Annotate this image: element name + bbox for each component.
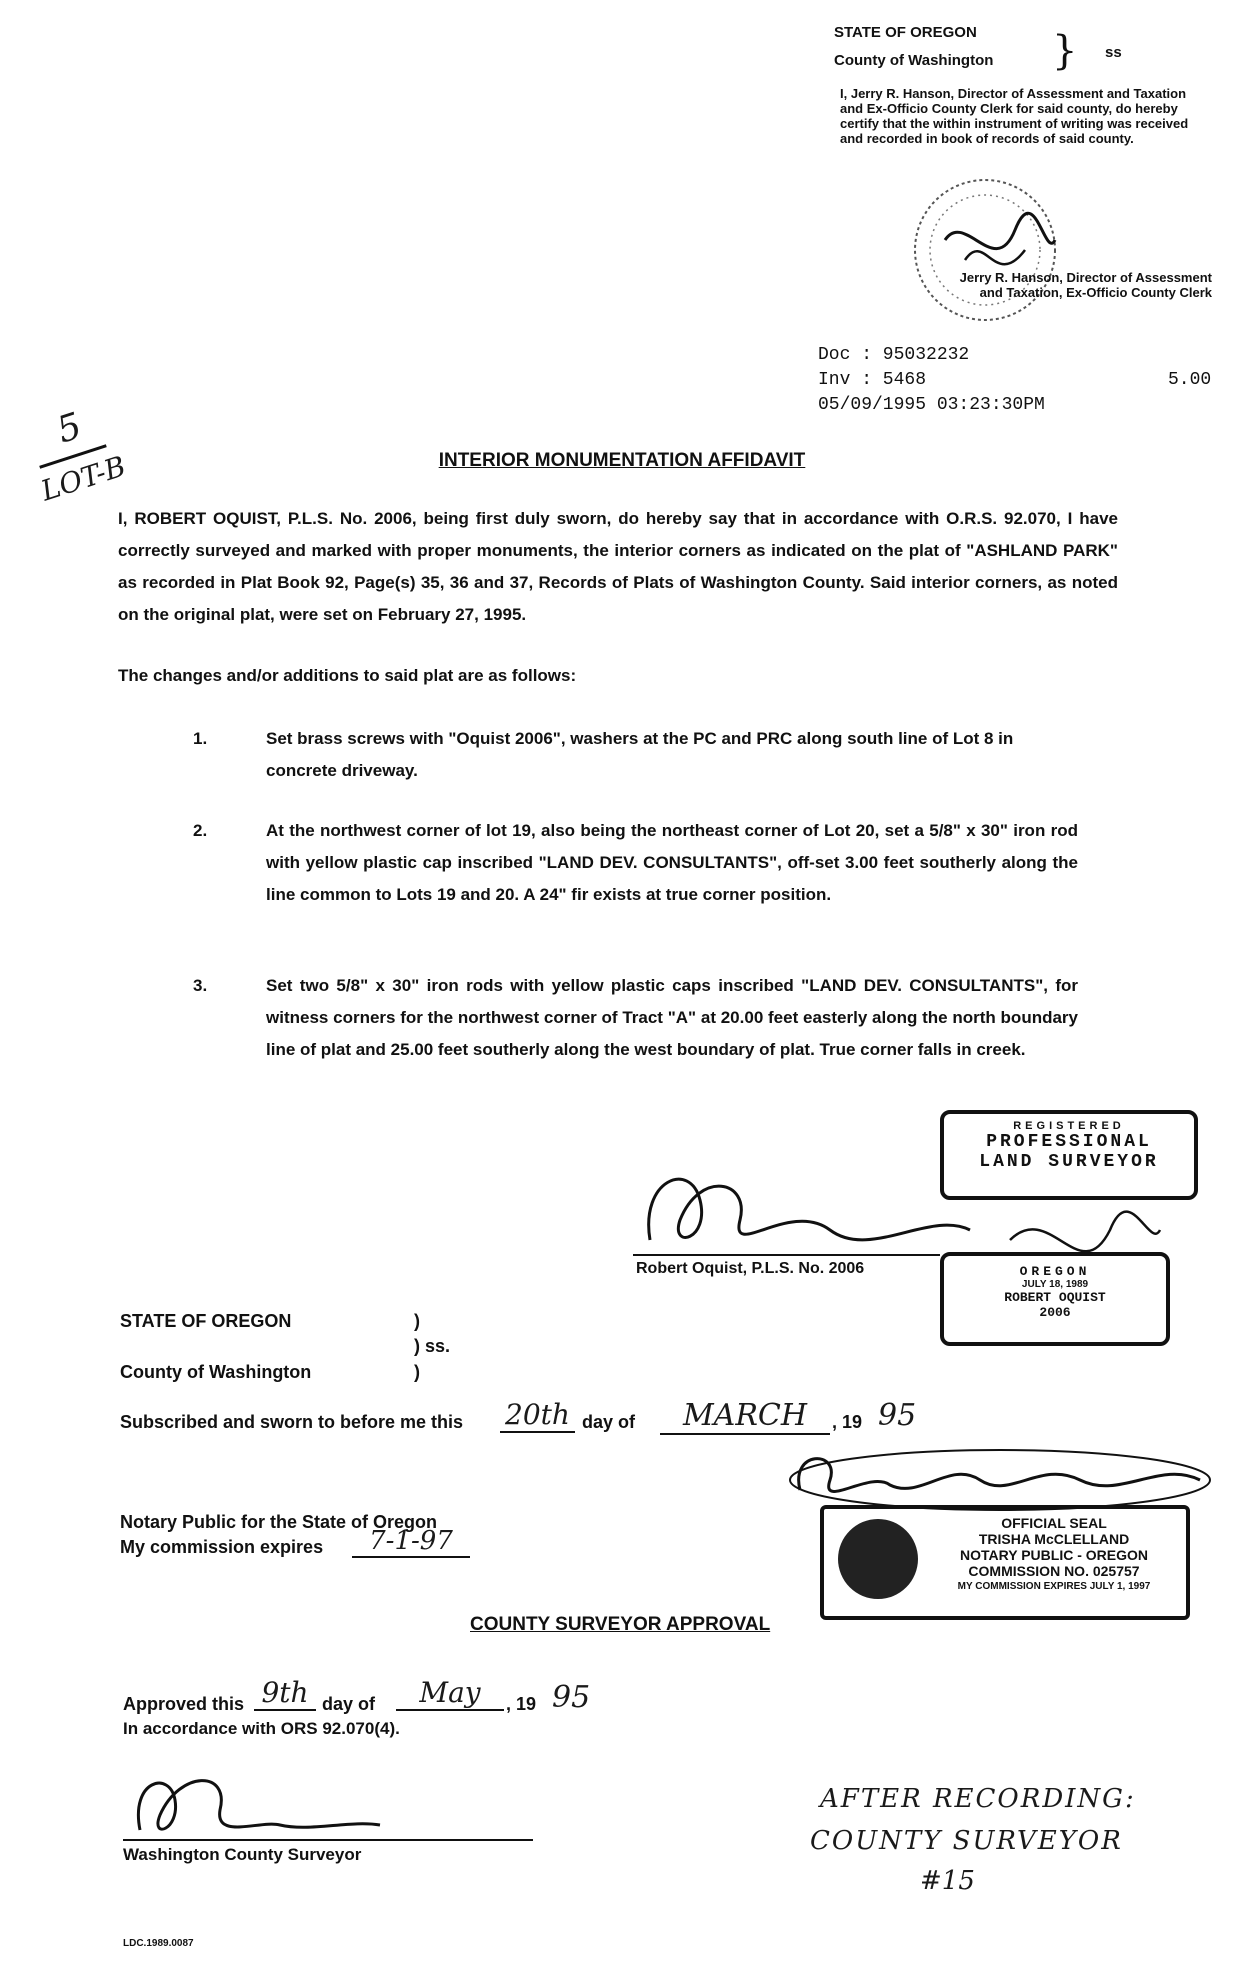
item-3-text: Set two 5/8" x 30" iron rods with yellow plastic caps inscribed "LAND DEV. CONSULTANTS", for witness corners for the northwest corner of Tract "A" at 20.00 feet easterly along the north boundary line of plat and 25.00 feet southerly along the west boundary of plat. True corner falls in creek. [266,976,1078,1059]
notary-seal-emblem-icon [838,1519,918,1599]
approval-month: May [396,1676,504,1711]
approval-prefix: Approved this [123,1694,245,1714]
approval-day: 9th [254,1676,316,1711]
notary-seal-line4: COMMISSION NO. 025757 [968,1563,1140,1579]
notary-paren-ss: ) ss. [414,1336,451,1356]
item-3-number: 3. [193,976,208,995]
recording-fee: 5.00 [1168,370,1212,390]
recording-datetime: 05/09/1995 03:23:30PM [818,395,1045,415]
notary-seal-line3: NOTARY PUBLIC - OREGON [960,1547,1148,1563]
notary-paren-3: ) [414,1362,420,1382]
stamp-number: 2006 [1039,1305,1071,1320]
item-2-number: 2. [193,821,208,840]
item-1-text: Set brass screws with "Oquist 2006", washers at the PC and PRC along south line of Lot 8 in concrete driveway. [266,729,1014,780]
notary-county: County of Washington [120,1362,312,1382]
recorder-state: STATE OF OREGON [834,24,977,41]
recorder-signer: Jerry R. Hanson, Director of Assessment and Taxation, Ex-Officio County Clerk [959,270,1212,300]
approval-heading: COUNTY SURVEYOR APPROVAL [470,1614,771,1635]
notary-seal-line1: OFFICIAL SEAL [1001,1515,1107,1531]
county-surveyor-signature-icon [120,1760,540,1850]
approval-year-prefix: , 19 [506,1694,537,1714]
notary-seal-line2: TRISHA McCLELLAND [978,1531,1130,1547]
surveyor-name: Robert Oquist, P.L.S. No. 2006 [636,1260,865,1277]
sworn-day: 20th [500,1398,575,1433]
sworn-year: 95 [878,1398,917,1433]
commission-date: 7-1-97 [352,1526,470,1558]
recorder-certification-text: I, Jerry R. Hanson, Director of Assessment and Taxation and Ex-Officio County Clerk for said county, do hereby certify that the within instrument of writing was received and recorded in book of records of said county. [840,86,1189,146]
recorder-county: County of Washington [834,52,994,69]
brace: } [1052,28,1078,74]
notary-seal [820,1505,1190,1620]
margin-note-lot: LOT-B [37,449,130,508]
item-2-text: At the northwest corner of lot 19, also being the northeast corner of Lot 20, set a 5/8" x 30" iron rod with yellow plastic cap inscribed "LAND DEV. CONSULTANTS", off-set 3.00 feet southerly along the line common to Lots 19 and 20. A 24" fir exists at true corner position. [266,821,1078,904]
changes-intro: The changes and/or additions to said plat are as follows: [118,666,577,685]
document-title: INTERIOR MONUMENTATION AFFIDAVIT [438,450,806,471]
notary-seal-line5: MY COMMISSION EXPIRES JULY 1, 1997 [957,1581,1151,1592]
stamp-name: ROBERT OQUIST [1004,1290,1106,1305]
doc-number: Doc : 95032232 [818,345,970,365]
stamp-professional: PROFESSIONAL [986,1132,1152,1152]
stamp-oregon: OREGON [1019,1264,1091,1279]
commission-expires-prefix: My commission expires [120,1537,324,1557]
notary-paren-1: ) [414,1311,420,1331]
stamp-registered: REGISTERED [1013,1120,1125,1132]
sworn-year-prefix: , 19 [832,1412,863,1432]
intro-paragraph: I, ROBERT OQUIST, P.L.S. No. 2006, being first duly sworn, do hereby say that in accordance with O.R.S. 92.070, I have correctly surveyed and marked with proper monuments, the interior corners as indicated on the plat of "ASHLAND PARK" as recorded in Plat Book 92, Page(s) 35, 36 and 37, Records of Plats of Washington County. Said interior corners, as noted on the original plat, were set on February 27, 1995. [118,509,1118,624]
recorder-ss: ss [1105,44,1122,61]
sworn-prefix: Subscribed and sworn to before me this [120,1412,464,1432]
approval-day-of: day of [322,1694,376,1714]
after-recording-line2: COUNTY SURVEYOR [810,1826,1123,1856]
form-number: LDC.1989.0087 [123,1938,194,1949]
item-1-number: 1. [193,729,208,748]
approval-accordance: In accordance with ORS 92.070(4). [123,1719,400,1738]
county-surveyor-signature-line [123,1839,533,1841]
county-seal-icon [895,170,1075,330]
stamp-date: JULY 18, 1989 [1021,1279,1089,1290]
inv-number: Inv : 5468 [818,370,927,390]
after-recording-line1: AFTER RECORDING: [820,1784,1136,1814]
margin-note-number: 5 [52,405,87,452]
after-recording-line3: #15 [920,1866,975,1896]
surveyor-signature-line [633,1254,940,1256]
sworn-day-of: day of [582,1412,636,1432]
notary-public-line: Notary Public for the State of Oregon [120,1512,438,1532]
stamp-land-surveyor: LAND SURVEYOR [979,1152,1159,1172]
notary-state: STATE OF OREGON [120,1311,292,1331]
sworn-month: MARCH [660,1398,830,1435]
approval-year: 95 [552,1680,591,1715]
county-surveyor-title: Washington County Surveyor [123,1845,362,1864]
